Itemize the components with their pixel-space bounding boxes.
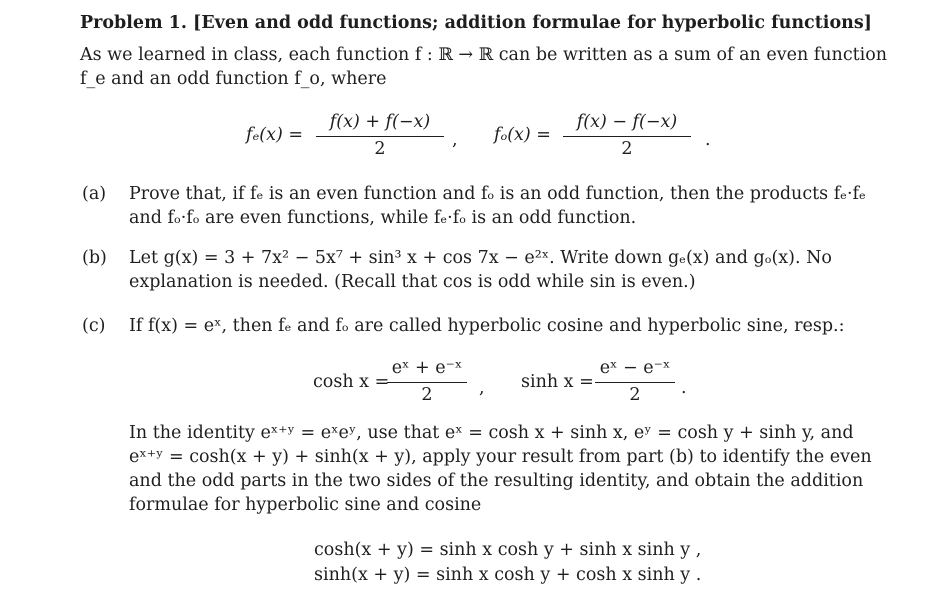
definitions-end: .: [705, 130, 711, 150]
part-a-line-1: Prove that, if fₑ is an even function and fₒ is an odd function, then the products fₑ·fₑ: [129, 184, 866, 204]
fo-denominator: 2: [621, 138, 633, 159]
cosh-denominator: 2: [421, 384, 433, 405]
fo-lhs: fₒ(x) =: [494, 125, 551, 145]
fo-numerator: f(x) − f(−x): [563, 114, 691, 137]
part-c-para-4: formulae for hyperbolic sine and cosine: [129, 495, 482, 515]
part-c-label: (c): [82, 316, 106, 336]
cosh-fraction: [387, 360, 467, 404]
problem-number: Problem 1.: [80, 13, 187, 33]
part-b-label: (b): [82, 248, 107, 268]
fo-fraction: [563, 114, 691, 158]
part-b-line-1: Let g(x) = 3 + 7x² − 5x⁷ + sin³ x + cos 7x − e²ˣ. Write down gₑ(x) and gₒ(x). No: [129, 248, 832, 268]
fe-lhs: fₑ(x) =: [246, 125, 304, 145]
part-c-para-3: and the odd parts in the two sides of the resulting identity, and obtain the addition: [129, 471, 864, 491]
part-c-line-1: If f(x) = eˣ, then fₑ and fₒ are called hyperbolic cosine and hyperbolic sine, resp.:: [129, 316, 845, 336]
part-b-line-2: explanation is needed. (Recall that cos is odd while sin is even.): [129, 272, 696, 292]
part-c-para-1: In the identity eˣ⁺ʸ = eˣeʸ, use that eˣ = cosh x + sinh x, eʸ = cosh y + sinh y, and: [129, 423, 854, 443]
part-c-para-2: eˣ⁺ʸ = cosh(x + y) + sinh(x + y), apply your result from part (b) to identify the even: [129, 447, 872, 467]
sinh-denominator: 2: [629, 384, 641, 405]
sinh-fraction: [595, 360, 675, 404]
part-a-line-2: and fₒ·fₒ are even functions, while fₑ·fₒ is an odd function.: [129, 208, 637, 228]
hyperbolic-separator: ,: [479, 378, 485, 398]
cosh-numerator: eˣ + e⁻ˣ: [387, 360, 467, 383]
sinh-numerator: eˣ − e⁻ˣ: [595, 360, 675, 383]
problem-title: [Even and odd functions; addition formulae for hyperbolic functions]: [193, 13, 872, 33]
formula-cosh-sum: cosh(x + y) = sinh x cosh y + sinh x sinh y ,: [314, 540, 702, 560]
part-a-label: (a): [82, 184, 107, 204]
intro-line-1: As we learned in class, each function f : ℝ → ℝ can be written as a sum of an even function: [80, 45, 888, 65]
fe-numerator: f(x) + f(−x): [316, 114, 444, 137]
hyperbolic-end: .: [681, 378, 687, 398]
definitions-separator: ,: [452, 130, 458, 150]
formula-sinh-sum: sinh(x + y) = sinh x cosh y + cosh x sinh y .: [314, 565, 702, 585]
cosh-lhs: cosh x =: [313, 372, 390, 392]
fe-fraction: [316, 114, 444, 158]
intro-line-2: f_e and an odd function f_o, where: [80, 69, 387, 89]
problem-heading: [80, 15, 872, 33]
sinh-lhs: sinh x =: [521, 372, 594, 392]
fe-denominator: 2: [374, 138, 386, 159]
